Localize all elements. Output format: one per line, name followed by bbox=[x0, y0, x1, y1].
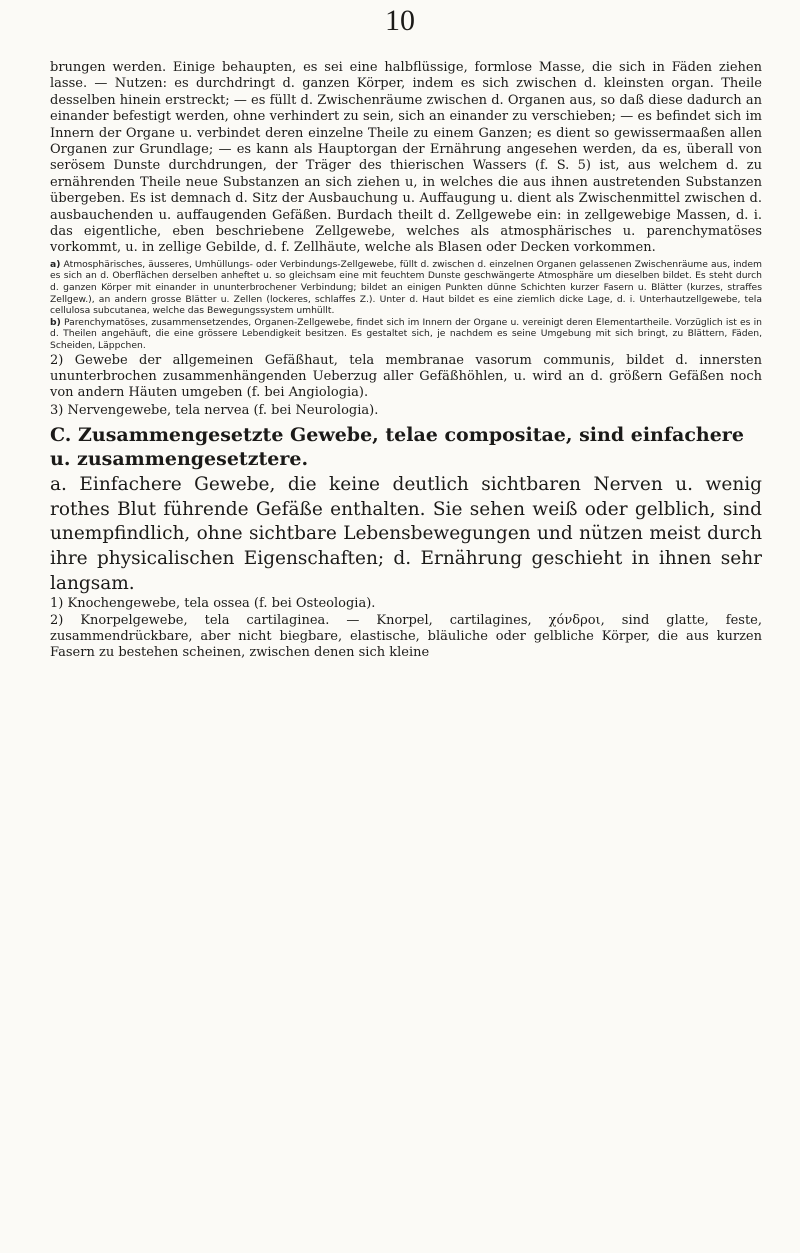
numbered-item-2-text: Gewebe der allgemeinen Gefäßhaut, tela membranae vasorum communis, bildet d. innersten ununterbrochen zusammenhängenden Ueberzug aller Gefäßhöhlen, u. wird an d. größern Gefäßen noch von andern Häuten umgeben (f. bei Angiologia). bbox=[50, 352, 762, 401]
section-a-paragraph: a. Einfachere Gewebe, die keine deutlich sichtbaren Nerven u. wenig rothes Blut führende Gefäße enthalten. Sie sehen weiß oder gelblich, sind unempfindlich, ohne sichtbare Lebensbewegungen und nützen meist durch ihre physicalischen Eigenschaften; d. Ernährung geschieht in ihnen sehr langsam. bbox=[50, 474, 762, 594]
numbered-item-2-label: 2) bbox=[50, 352, 64, 368]
numbered-item-2 bbox=[50, 353, 762, 402]
notes-block bbox=[50, 259, 762, 352]
note-a-text: Atmosphärisches, äusseres, Umhüllungs- oder Verbindungs-Zellgewebe, füllt d. zwischen d. einzelnen Organen gelassenen Zwischenräume aus, indem es sich an d. Oberflächen derselben anheftet u. so gleichsam eine mit feuchtem Dunste geschwängerte Atmosphäre um dieselben bildet. Es steht durch d. ganzen Körper mit einander in ununterbrochener Verbindung; bildet an einigen Punkten dünne Schichten kurzer Fasern u. Blätter (kurzes, straffes Zellgew.), an andern grosse Blätter u. Zellen (lockeres, schlaffes Z.). Unter d. Haut bildet es eine ziemlich dicke Lage, d. i. Unterhautzellgewebe, tela cellulosa subcutanea, welche das Bewegungssystem umhüllt. bbox=[50, 258, 762, 317]
final-item-1-label: 1) bbox=[50, 596, 64, 612]
final-item-2-label: 2) bbox=[50, 612, 64, 628]
note-b-text: Parenchymatöses, zusammensetzendes, Organen-Zellgewebe, findet sich im Innern der Organe u. vereinigt deren Elementartheile. Vorzüglich ist es in d. Theilen angehäuft, die eine grössere Lebendigkeit besitzen. Es gestaltet sich, je nachdem es seine Umgebung mit sich bringt, zu Blättern, Fäden, Scheiden, Läppchen. bbox=[50, 316, 762, 352]
final-item-1-text: Knochengewebe, tela ossea (f. bei Osteologia). bbox=[67, 596, 376, 612]
numbered-item-3 bbox=[50, 403, 762, 419]
numbered-item-3-text: Nervengewebe, tela nervea (f. bei Neurologia). bbox=[67, 402, 379, 418]
final-item-2-text: Knorpelgewebe, tela cartilaginea. — Knorpel, cartilagines, χόνδροι, sind glatte, feste, zusammendrückbare, aber nicht biegbare, elastische, bläuliche oder gelbliche Körper, die aus kurzen Fasern zu bestehen scheinen, zwischen denen sich kleine bbox=[50, 612, 762, 661]
final-item-1 bbox=[50, 596, 762, 612]
page-body bbox=[50, 60, 762, 662]
section-heading: C. Zusammengesetzte Gewebe, telae compositae, sind einfachere u. zusammengesetztere. bbox=[50, 424, 744, 471]
note-a-label: a) bbox=[50, 258, 61, 270]
note-b bbox=[50, 317, 762, 352]
final-item-2 bbox=[50, 613, 762, 662]
note-b-label: b) bbox=[50, 316, 61, 328]
note-a bbox=[50, 259, 762, 317]
page-number: 10 bbox=[385, 4, 415, 37]
intro-paragraph: brungen werden. Einige behaupten, es sei eine halbflüssige, formlose Masse, die sich in Fäden ziehen lasse. — Nutzen: es durchdringt d. ganzen Körper, indem es sich zwischen d. kleinsten organ. Theile desselben hinein erstreckt; — es füllt d. Zwischenräume zwischen d. Organen aus, so daß diese dadurch an einander befestigt werden, ohne verhindert zu sein, sich an einander zu verschieben; — es befindet sich im Innern der Organe u. verbindet deren einzelne Theile zu einem Ganzen; es dient so gewissermaaßen allen Organen zur Grundlage; — es kann als Hauptorgan der Ernährung angesehen werden, da es, überall von serösem Dunste durchdrungen, der Träger des thierischen Wassers (f. S. 5) ist, aus welchem d. zu ernährenden Theile neue Substanzen an sich ziehen u, in welches die aus ihnen austretenden Substanzen übergeben. Es ist demnach d. Sitz der Ausbauchung u. Auffaugung u. dient als Zwischenmittel zwischen d. ausbauchenden u. auffaugenden Gefäßen. Burdach theilt d. Zellgewebe ein: in zellgewebige Massen, d. i. das eigentliche, eben beschriebene Zellgewebe, welches als atmosphärisches u. parenchymatöses vorkommt, u. in zellige Gebilde, d. f. Zellhäute, welche als Blasen oder Decken vorkommen. bbox=[50, 60, 762, 256]
numbered-item-3-label: 3) bbox=[50, 402, 64, 418]
